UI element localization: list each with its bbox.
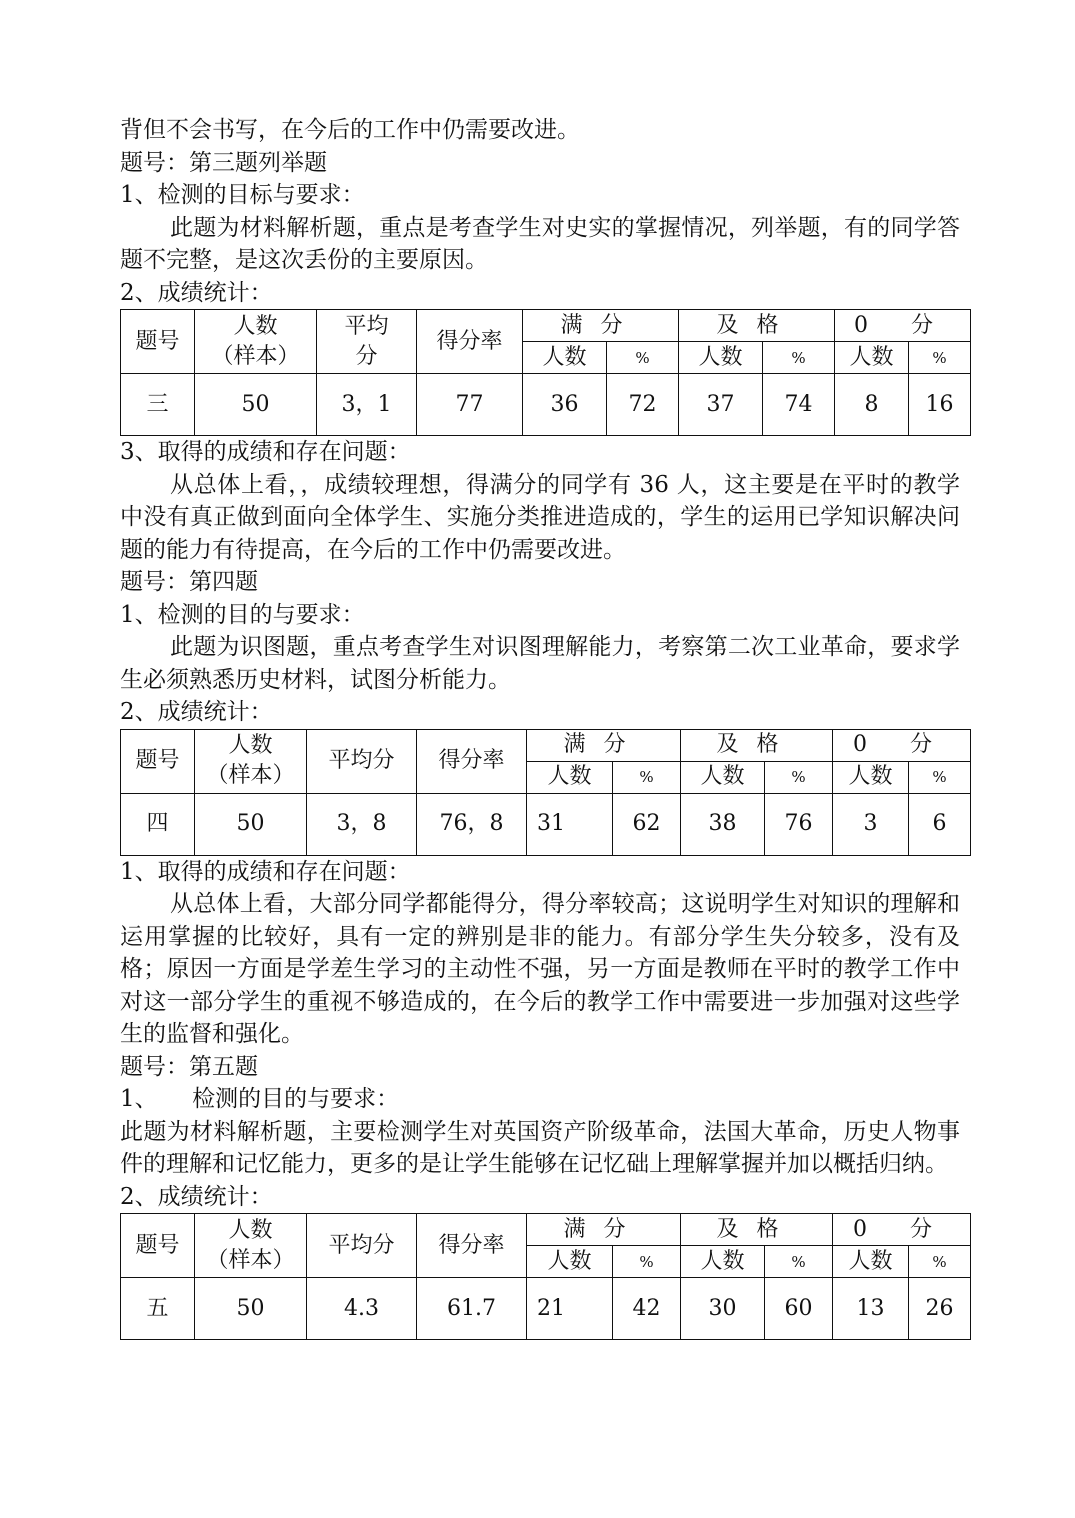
cell-count: 50	[195, 374, 317, 436]
header-pass: 及格	[681, 729, 833, 761]
section-3-result-text: 从总体上看，，成绩较理想，得满分的同学有 36 人，这主要是在平时的教学中没有真正做到面向全体学生、实施分类推进造成的，学生的运用已学知识解决问题的能力有待提高，在今后的工作中仍需要改进。	[120, 471, 960, 563]
section-4-stats-table	[120, 729, 971, 856]
header-pass: 及格	[679, 310, 835, 342]
intro-line: 背但不会书写，在今后的工作中仍需要改进。	[120, 117, 580, 143]
cell-count: 50	[195, 793, 307, 855]
cell-question: 三	[121, 374, 195, 436]
section-5-goal-text: 此题为材料解析题，主要检测学生对英国资产阶级革命，法国大革命，历史人物事件的理解和记忆能力，更多的是让学生能够在记忆础上理解掌握并加以概括归纳。	[120, 1118, 960, 1177]
header-count-line2: （样本）	[211, 343, 300, 369]
subheader-pass-pct: %	[765, 761, 833, 793]
header-rate: 得分率	[417, 729, 527, 793]
cell-rate: 76，8	[417, 793, 527, 855]
cell-pass-people: 30	[681, 1278, 765, 1340]
subheader-full-people: 人数	[523, 342, 607, 374]
table-row	[121, 374, 971, 436]
cell-pass-pct: 60	[765, 1278, 833, 1340]
header-zero: 0 分	[833, 729, 971, 761]
cell-zero-pct: 6	[909, 793, 971, 855]
subheader-pass-people: 人数	[681, 761, 765, 793]
subheader-full-people: 人数	[527, 1246, 613, 1278]
subheader-zero-people: 人数	[835, 342, 909, 374]
cell-count: 50	[195, 1278, 307, 1340]
subheader-zero-people: 人数	[833, 1246, 909, 1278]
subheader-full-people: 人数	[527, 761, 613, 793]
document-page	[120, 114, 960, 1340]
subheader-zero-pct: %	[909, 342, 971, 374]
header-rate: 得分率	[417, 1214, 527, 1278]
header-count-line1: 人数	[228, 733, 273, 758]
header-question-no: 题号	[121, 729, 195, 793]
section-5-goal-heading: 1、 检测的目的与要求：	[120, 1086, 400, 1112]
subheader-zero-people: 人数	[833, 761, 909, 793]
header-average: 平均分	[307, 1214, 417, 1278]
cell-full-pct: 72	[607, 374, 679, 436]
section-4-stats-heading: 2、成绩统计：	[120, 699, 273, 725]
cell-rate: 61.7	[417, 1278, 527, 1340]
header-count-line1: 人数	[233, 313, 278, 339]
cell-zero-pct: 16	[909, 374, 971, 436]
subheader-full-pct: %	[607, 342, 679, 374]
header-full-score: 满分	[527, 1214, 681, 1246]
header-full-score: 满分	[523, 310, 679, 342]
section-4-goal-text: 此题为识图题，重点考查学生对识图理解能力，考察第二次工业革命，要求学生必须熟悉历史材料，试图分析能力。	[120, 634, 960, 693]
section-5-stats-heading: 2、成绩统计：	[120, 1183, 273, 1210]
section-5-stats-table	[120, 1213, 971, 1340]
header-count	[195, 310, 317, 374]
subheader-pass-pct: %	[763, 342, 835, 374]
section-3-result-heading: 3、取得的成绩和存在问题：	[120, 439, 411, 465]
header-count	[195, 1214, 307, 1278]
table-header-row	[121, 310, 971, 342]
subheader-full-pct: %	[613, 1246, 681, 1278]
section-3-title: 题号：第三题列举题	[120, 149, 327, 176]
cell-full-people: 36	[523, 374, 607, 436]
section-4-result-text: 从总体上看，大部分同学都能得分，得分率较高；这说明学生对知识的理解和运用掌握的比较好，具有一定的辨别是非的能力。有部分学生失分较多，没有及格；原因一方面是学差生学习的主动性不强，另一方面是教师在平时的教学工作中对这一部分学生的重视不够造成的，在今后的教学工作中需要进一步加强对这些学生的监督和强化。	[120, 891, 960, 1047]
header-count-line2: （样本）	[206, 763, 295, 788]
cell-pass-pct: 74	[763, 374, 835, 436]
section-4-title: 题号：第四题	[120, 569, 258, 595]
header-average-line2: 分	[355, 343, 378, 369]
section-3-stats-table	[120, 309, 971, 436]
header-average: 平均分	[307, 729, 417, 793]
header-count	[195, 729, 307, 793]
subheader-full-pct: %	[613, 761, 681, 793]
subheader-pass-pct: %	[765, 1246, 833, 1278]
section-4-goal-heading: 1、检测的目的与要求：	[120, 601, 365, 628]
cell-pass-people: 37	[679, 374, 763, 436]
cell-zero-pct: 26	[909, 1278, 971, 1340]
header-count-line1: 人数	[228, 1217, 273, 1243]
section-3-goal-text: 此题为材料解析题，重点是考查学生对史实的掌握情况，列举题，有的同学答题不完整，是这次丢份的主要原因。	[120, 214, 960, 273]
header-question-no: 题号	[121, 1214, 195, 1278]
cell-question: 四	[121, 793, 195, 855]
header-average-line1: 平均	[344, 313, 389, 339]
header-average	[317, 310, 417, 374]
cell-rate: 77	[417, 374, 523, 436]
cell-pass-pct: 76	[765, 793, 833, 855]
cell-pass-people: 38	[681, 793, 765, 855]
cell-average: 3，1	[317, 374, 417, 436]
subheader-zero-pct: %	[909, 761, 971, 793]
cell-full-pct: 42	[613, 1278, 681, 1340]
subheader-zero-pct: %	[909, 1246, 971, 1278]
section-3-goal-heading: 1、检测的目标与要求：	[120, 182, 365, 208]
table-header-row	[121, 1214, 971, 1246]
subheader-pass-people: 人数	[679, 342, 763, 374]
cell-full-pct: 62	[613, 793, 681, 855]
cell-zero-people: 8	[835, 374, 909, 436]
header-count-line2: （样本）	[206, 1247, 295, 1273]
table-header-row	[121, 729, 971, 761]
cell-average: 4.3	[307, 1278, 417, 1340]
section-5-title: 题号：第五题	[120, 1053, 258, 1080]
table-row	[121, 793, 971, 855]
subheader-pass-people: 人数	[681, 1246, 765, 1278]
header-zero: 0 分	[835, 310, 971, 342]
section-3-stats-heading: 2、成绩统计：	[120, 279, 273, 306]
cell-zero-people: 3	[833, 793, 909, 855]
header-zero: 0 分	[833, 1214, 971, 1246]
table-row	[121, 1278, 971, 1340]
cell-full-people: 31	[527, 793, 613, 855]
section-4-result-heading: 1、取得的成绩和存在问题：	[120, 858, 411, 885]
cell-average: 3，8	[307, 793, 417, 855]
cell-full-people: 21	[527, 1278, 613, 1340]
cell-zero-people: 13	[833, 1278, 909, 1340]
header-question-no: 题号	[121, 310, 195, 374]
header-pass: 及格	[681, 1214, 833, 1246]
cell-question: 五	[121, 1278, 195, 1340]
header-rate: 得分率	[417, 310, 523, 374]
header-full-score: 满分	[527, 729, 681, 761]
